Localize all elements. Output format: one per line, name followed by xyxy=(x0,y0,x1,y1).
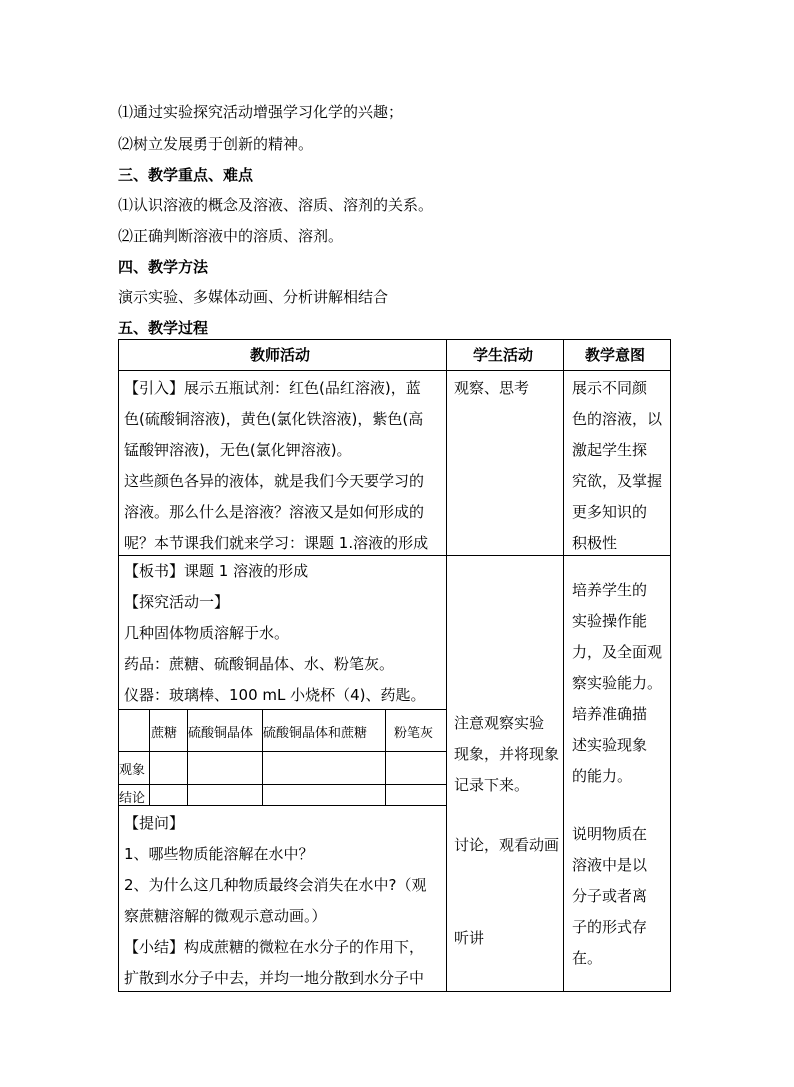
subtable-row-conclusion: 结论 xyxy=(119,791,146,806)
text-line: 2、为什么这几种物质最终会消失在水中?（观 xyxy=(124,876,427,894)
section-5-title: 五、教学过程 xyxy=(118,319,209,337)
text-line: 锰酸钾溶液)，无色(氯化钾溶液)。 xyxy=(124,441,352,459)
text-line: 记录下来。 xyxy=(454,776,530,794)
header-teacher-activity: 教师活动 xyxy=(250,346,311,364)
text-line: 察蔗糖溶解的微观示意动画。） xyxy=(124,907,327,925)
row1-teacher-cell xyxy=(124,373,428,559)
row2-teacher-top xyxy=(124,556,426,711)
text-line: 培养学生的 xyxy=(572,581,648,599)
text-line: 【引入】展示五瓶试剂：红色(品红溶液)，蓝 xyxy=(124,379,421,397)
key-point-2: ⑵正确判断溶液中的溶质、溶剂。 xyxy=(118,227,344,245)
text-line: 在。 xyxy=(572,949,603,967)
row2-intent-b xyxy=(572,819,647,974)
row2-teacher-bottom xyxy=(124,808,427,994)
goal-1: ⑴通过实验探究活动增强学习化学的兴趣； xyxy=(118,103,404,121)
text-line: 培养准确描 xyxy=(572,705,648,723)
subtable-header-mix: 硫酸铜晶体和蔗糖 xyxy=(263,726,368,741)
text-line: 【板书】课题 1 溶液的形成 xyxy=(124,562,309,580)
row1-student-cell: 观察、思考 xyxy=(454,379,530,397)
text-line: 实验操作能 xyxy=(572,612,648,630)
text-line: 力，及全面观 xyxy=(572,643,663,661)
section-4-text: 演示实验、多媒体动画、分析讲解相结合 xyxy=(118,288,389,306)
text-line: 更多知识的 xyxy=(572,503,648,521)
header-student-activity: 学生活动 xyxy=(473,346,534,364)
text-line: 积极性 xyxy=(572,534,618,552)
text-line: 察实验能力。 xyxy=(572,674,663,692)
text-line: 扩散到水分子中去，并均一地分散到水分子中 xyxy=(124,969,425,987)
text-line: 几种固体物质溶解于水。 xyxy=(124,624,290,642)
text-line: 究欲，及掌握 xyxy=(572,472,663,490)
goal-2: ⑵树立发展勇于创新的精神。 xyxy=(118,135,314,153)
header-teaching-intent: 教学意图 xyxy=(585,346,646,364)
row2-student-listen: 听讲 xyxy=(454,929,485,947)
text-line: 呢？本节课我们就来学习：课题 1.溶液的形成 xyxy=(124,534,429,552)
text-line: 分子或者离 xyxy=(572,887,648,905)
text-line: 仪器：玻璃棒、100 mL 小烧杯（4)、药匙。 xyxy=(124,686,426,704)
row1-intent-cell xyxy=(572,373,662,559)
text-line: 注意观察实验 xyxy=(454,714,545,732)
text-line: 现象，并将现象 xyxy=(454,745,560,763)
text-line: 色的溶液，以 xyxy=(572,410,663,428)
subtable-row-observation: 观象 xyxy=(119,763,146,778)
text-line: 的能力。 xyxy=(572,767,633,785)
text-line: 溶液中是以 xyxy=(572,856,648,874)
text-line: 【小结】构成蔗糖的微粒在水分子的作用下， xyxy=(124,938,425,956)
subtable-header-chalk: 粉笔灰 xyxy=(394,726,434,741)
row2-student-discuss: 讨论，观看动画 xyxy=(454,836,560,854)
section-4-title: 四、教学方法 xyxy=(118,258,209,276)
text-line: 【提问】 xyxy=(124,814,185,832)
text-line: 【探究活动一】 xyxy=(124,593,230,611)
text-line: 子的形式存 xyxy=(572,918,648,936)
text-line: 色(硫酸铜溶液)，黄色(氯化铁溶液)，紫色(高 xyxy=(124,410,424,428)
text-line: 溶液。那么什么是溶液？溶液又是如何形成的 xyxy=(124,503,425,521)
text-line: 展示不同颜 xyxy=(572,379,648,397)
subtable-header-copper-sulfate: 硫酸铜晶体 xyxy=(188,726,254,741)
key-point-1: ⑴认识溶液的概念及溶液、溶质、溶剂的关系。 xyxy=(118,196,434,214)
row2-student-observe xyxy=(454,708,559,801)
text-line: 这些颜色各异的液体，就是我们今天要学习的 xyxy=(124,472,425,490)
text-line: 药品：蔗糖、硫酸铜晶体、水、粉笔灰。 xyxy=(124,655,395,673)
section-3-title: 三、教学重点、难点 xyxy=(118,166,254,184)
text-line: 述实验现象 xyxy=(572,736,648,754)
text-line: 1、哪些物质能溶解在水中？ xyxy=(124,845,314,863)
text-line: 说明物质在 xyxy=(572,825,648,843)
subtable-header-sucrose: 蔗糖 xyxy=(151,726,178,741)
text-line: 激起学生探 xyxy=(572,441,648,459)
row2-intent-a xyxy=(572,575,662,792)
